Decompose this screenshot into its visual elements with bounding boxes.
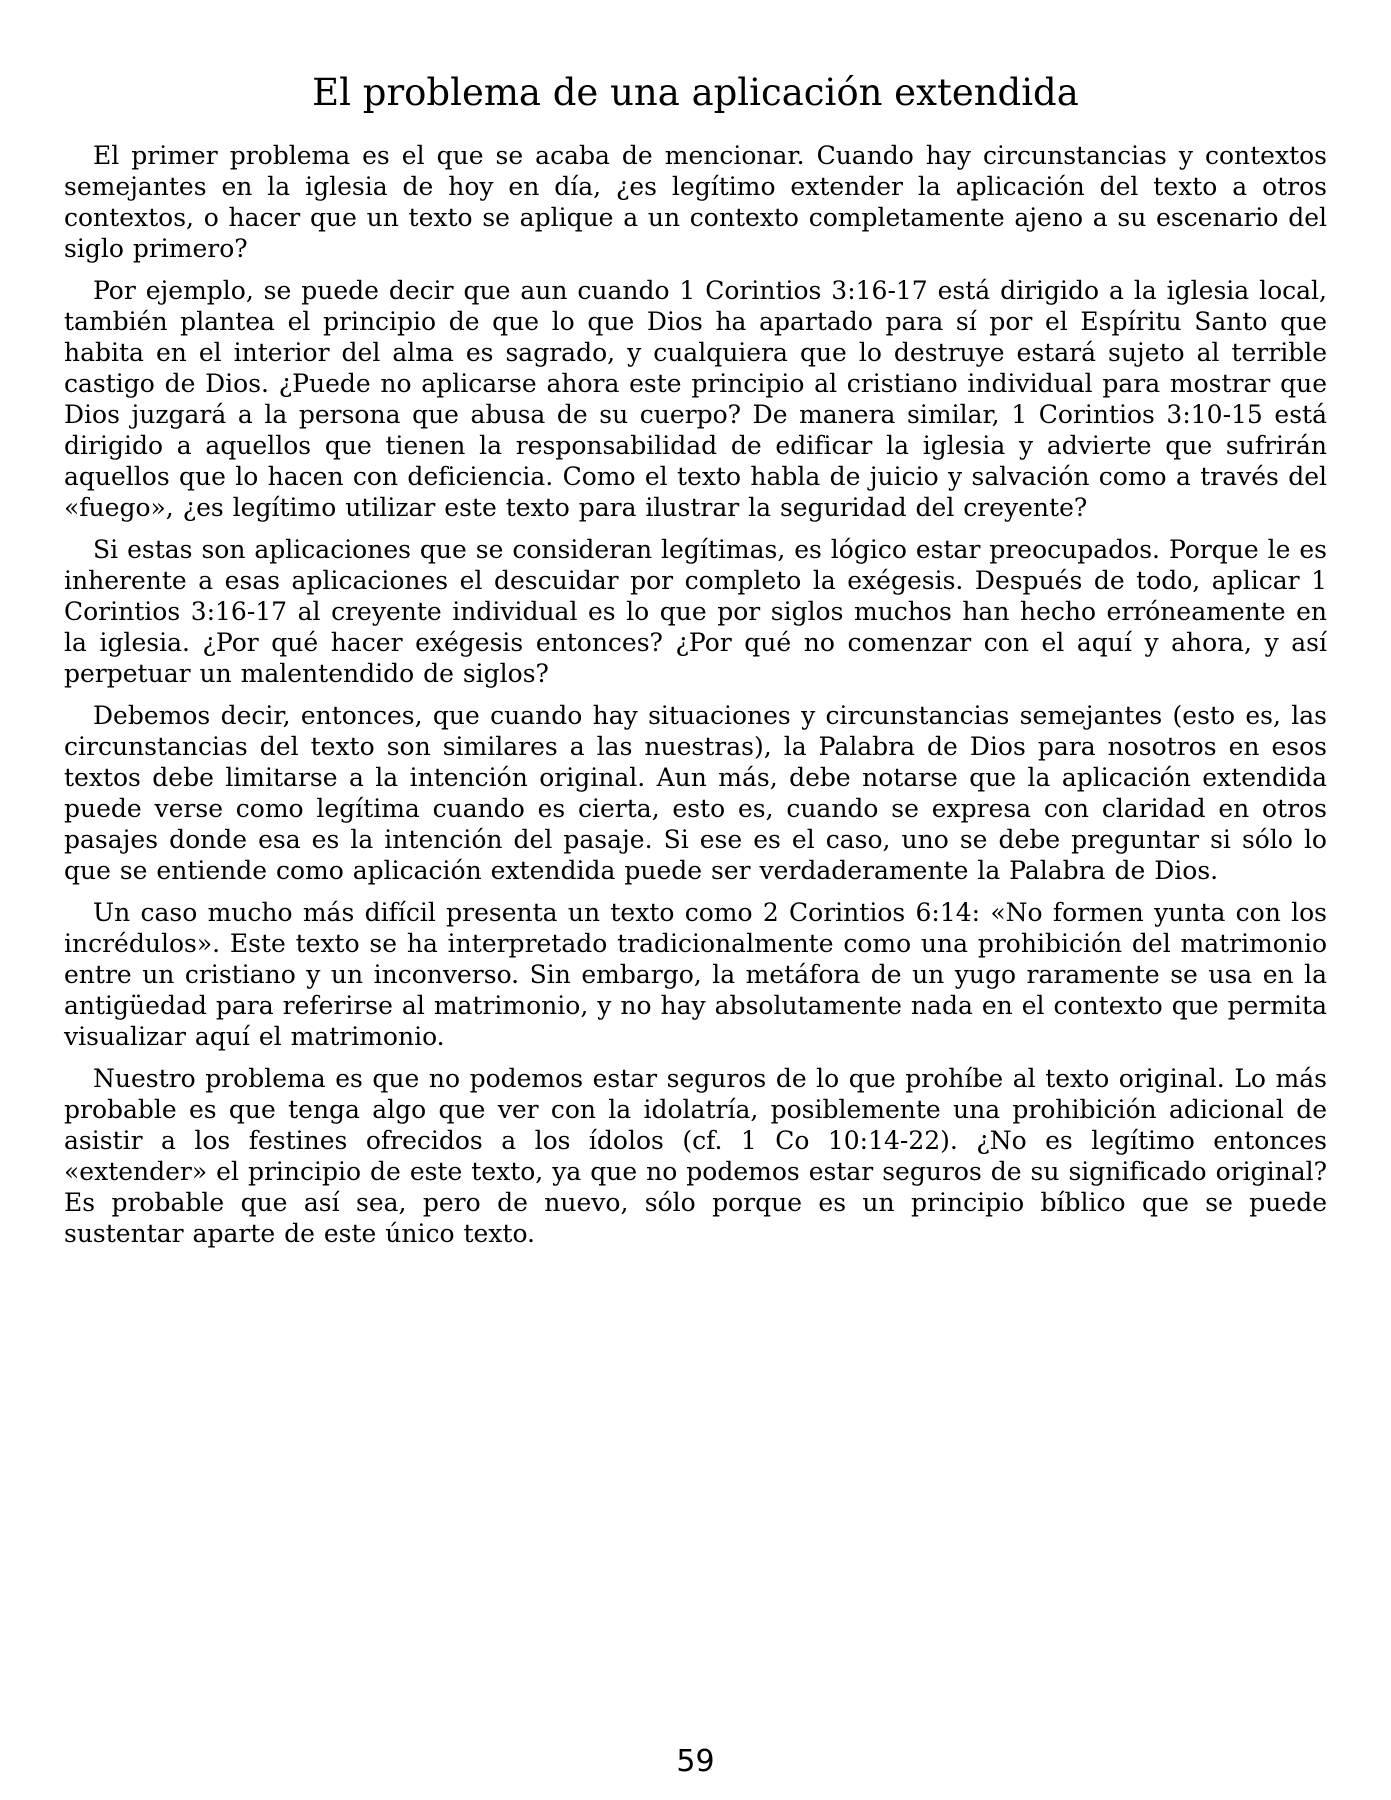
paragraph-1: El primer problema es el que se acaba de mencionar. Cuando hay circunstancias y contextos semejantes en la iglesia de hoy en día, ¿es legítimo extender la aplicación del texto a otros contextos, o hacer que un texto se aplique a un contexto completamente ajeno a su escenario del siglo primero?: [64, 141, 1327, 263]
page-number: 59: [676, 1744, 715, 1779]
section-title: El problema de una aplicación extendida: [312, 71, 1079, 114]
paragraph-3: Si estas son aplicaciones que se consideran legítimas, es lógico estar preocupados. Porque le es inherente a esas aplicaciones el descuidar por completo la exégesis. Después de todo, aplicar 1 Corintios 3:16-17 al creyente individual es lo que por siglos muchos han hecho erróneamente en la iglesia. ¿Por qué hacer exégesis entonces? ¿Por qué no comenzar con el aquí y ahora, y así perpetuar un malentendido de siglos?: [64, 535, 1327, 688]
paragraph-6: Nuestro problema es que no podemos estar seguros de lo que prohíbe al texto original. Lo más probable es que tenga algo que ver con la idolatría, posiblemente una prohibición adicional de asistir a los festines ofrecidos a los ídolos (cf. 1 Co 10:14-22). ¿No es legítimo entonces «extender» el principio de este texto, ya que no podemos estar seguros de su significado original? Es probable que así sea, pero de nuevo, sólo porque es un principio bíblico que se puede sustentar aparte de este único texto.: [64, 1064, 1327, 1248]
article-body: [64, 140, 1327, 1249]
paragraph-4: Debemos decir, entonces, que cuando hay situaciones y circunstancias semejantes (esto es, las circunstancias del texto son similares a las nuestras), la Palabra de Dios para nosotros en esos textos debe limitarse a la intención original. Aun más, debe notarse que la aplicación extendida puede verse como legítima cuando es cierta, esto es, cuando se expresa con claridad en otros pasajes donde esa es la intención del pasaje. Si ese es el caso, uno se debe preguntar si sólo lo que se entiende como aplicación extendida puede ser verdaderamente la Palabra de Dios.: [64, 701, 1327, 885]
paragraph-2: Por ejemplo, se puede decir que aun cuando 1 Corintios 3:16-17 está dirigido a la iglesia local, también plantea el principio de que lo que Dios ha apartado para sí por el Espíritu Santo que habita en el interior del alma es sagrado, y cualquiera que lo destruye estará sujeto al terrible castigo de Dios. ¿Puede no aplicarse ahora este principio al cristiano individual para mostrar que Dios juzgará a la persona que abusa de su cuerpo? De manera similar, 1 Corintios 3:10-15 está dirigido a aquellos que tienen la responsabilidad de edificar la iglesia y advierte que sufrirán aquellos que lo hacen con deficiencia. Como el texto habla de juicio y salvación como a través del «fuego», ¿es legítimo utilizar este texto para ilustrar la seguridad del creyente?: [64, 276, 1327, 522]
paragraph-5: Un caso mucho más difícil presenta un texto como 2 Corintios 6:14: «No formen yunta con los incrédulos». Este texto se ha interpretado tradicionalmente como una prohibición del matrimonio entre un cristiano y un inconverso. Sin embargo, la metáfora de un yugo raramente se usa en la antigüedad para referirse al matrimonio, y no hay absolutamente nada en el contexto que permita visualizar aquí el matrimonio.: [64, 898, 1327, 1051]
